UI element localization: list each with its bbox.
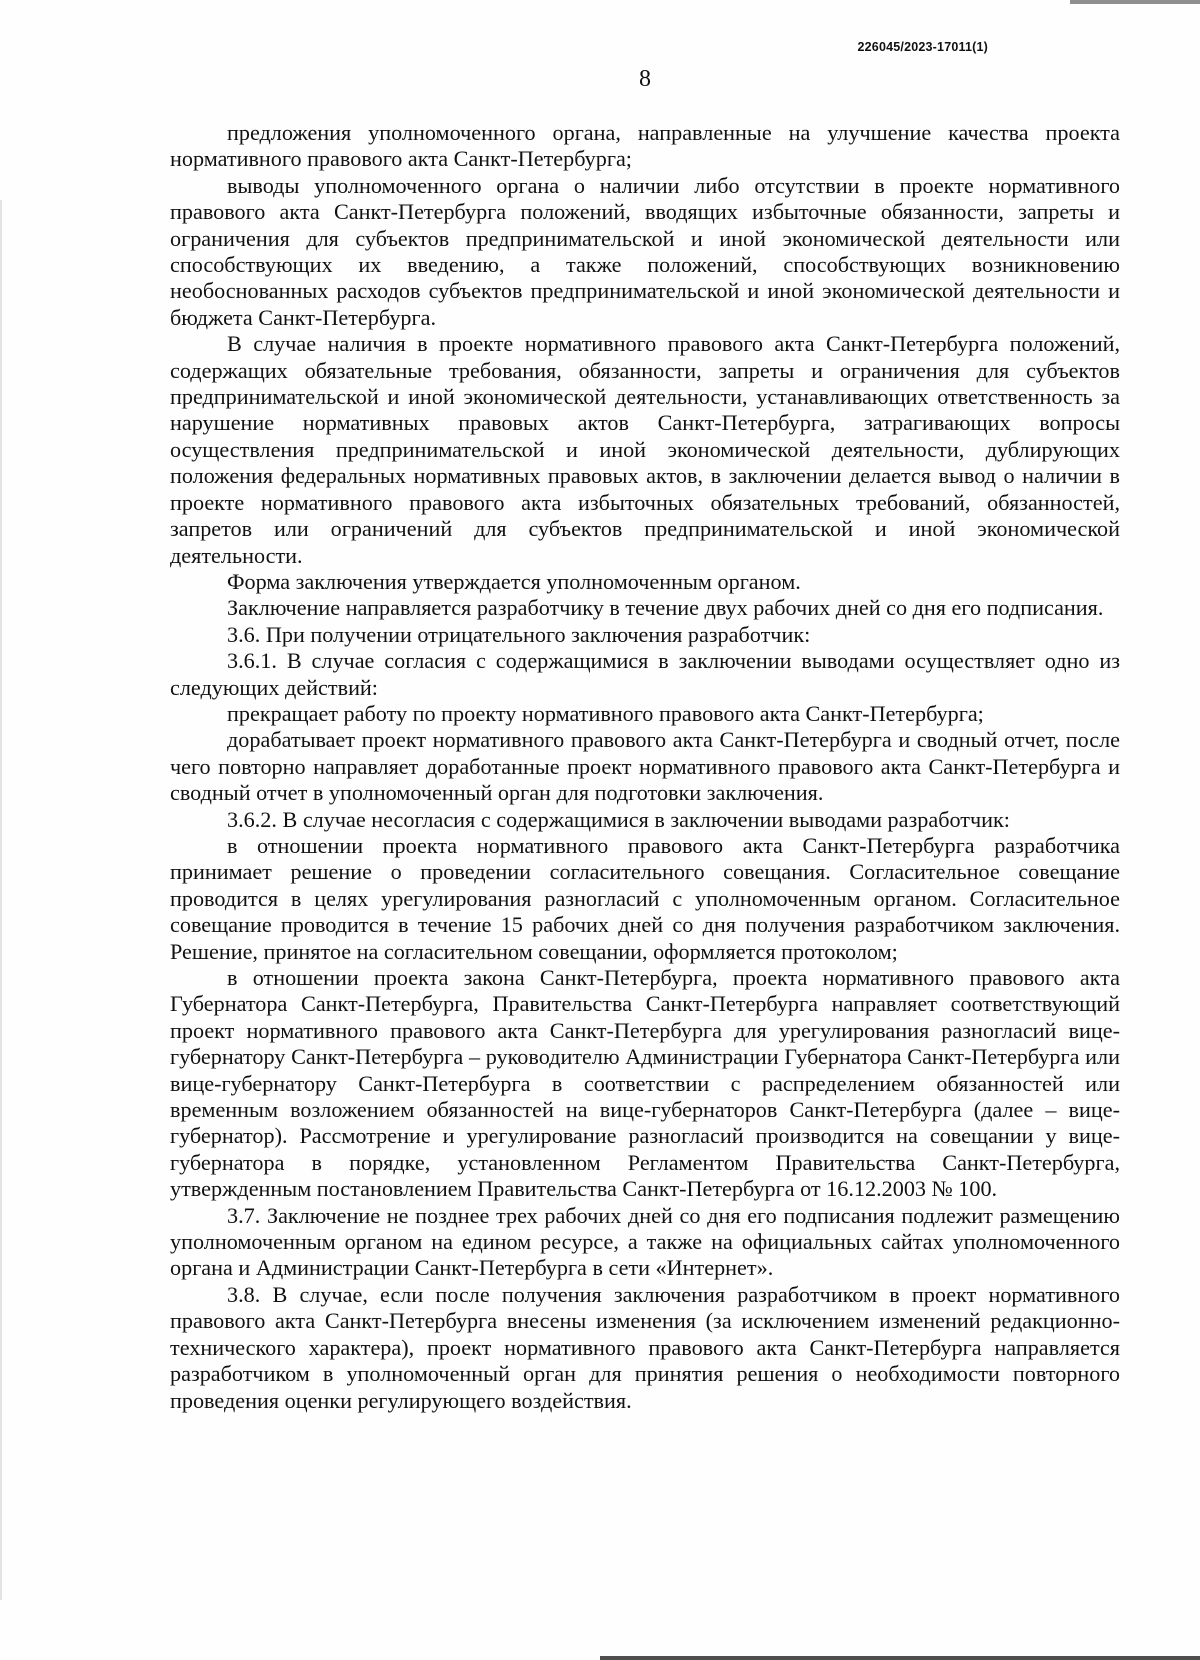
paragraph: 3.6.2. В случае несогласия с содержащимися в заключении выводами разработчик: [227, 806, 1010, 832]
paragraph: В случае наличия в проекте нормативного правового акта Санкт-Петербурга положений, содержащих обязательные требования, обязанности, запреты и ограничения для субъектов предпринимательской и иной экономической деятельности, устанавливающих ответственность за нарушение нормативных правовых актов Санкт-Петербурга, затрагивающих вопросы осуществления предпринимательской и иной экономической деятельности, дублирующих положения федеральных нормативных правовых актов, в заключении делается вывод о наличии в проекте нормативного правового акта избыточных обязательных требований, обязанностей, запретов или ограничений для субъектов предпринимательской и иной экономической деятельности. [170, 331, 1120, 568]
page-number: 8 [639, 66, 651, 92]
paragraph: выводы уполномоченного органа о наличии либо отсутствии в проекте нормативного правового акта Санкт-Петербурга положений, вводящих избыточные обязанности, запреты и ограничения для субъектов предпринимательской и иной экономической деятельности или способствующих их введению, а также положений, способствующих возникновению необоснованных расходов субъектов предпринимательской и иной экономической деятельности и бюджета Санкт-Петербурга. [170, 172, 1120, 330]
paragraph: Заключение направляется разработчику в течение двух рабочих дней со дня его подписания. [227, 595, 1104, 621]
scan-artifact-bottom [600, 1656, 1200, 1660]
paragraph: 3.8. В случае, если после получения заключения разработчиком в проект нормативного правового акта Санкт-Петербурга внесены изменения (за исключением изменений редакционно-технического характера), проект нормативного правового акта Санкт-Петербурга направляется разработчиком в уполномоченный орган для принятия решения о необходимости повторного проведения оценки регулирующего воздействия. [170, 1281, 1120, 1413]
paragraph: в отношении проекта закона Санкт-Петербурга, проекта нормативного правового акта Губернатора Санкт-Петербурга, Правительства Санкт-Петербурга направляет соответствующий проект нормативного правового акта Санкт-Петербурга для урегулирования разногласий вице-губернатору Санкт-Петербурга – руководителю Администрации Губернатора Санкт-Петербурга или вице-губернатору Санкт-Петербурга в соответствии с распределением обязанностей или временным возложением обязанностей на вице-губернаторов Санкт-Петербурга (далее – вице-губернатор). Рассмотрение и урегулирование разногласий производится на совещании у вице-губернатора в порядке, установленном Регламентом Правительства Санкт-Петербурга, утвержденным постановлением Правительства Санкт-Петербурга от 16.12.2003 № 100. [170, 965, 1120, 1202]
paragraph: предложения уполномоченного органа, направленные на улучшение качества проекта нормативного правового акта Санкт-Петербурга; [170, 120, 1120, 172]
paragraph: 3.7. Заключение не позднее трех рабочих дней со дня его подписания подлежит размещению уполномоченным органом на едином ресурсе, а также на официальных сайтах уполномоченного органа и Администрации Санкт-Петербурга в сети «Интернет». [170, 1202, 1120, 1281]
paragraph: в отношении проекта нормативного правового акта Санкт-Петербурга разработчика принимает решение о проведении согласительного совещания. Согласительное совещание проводится в целях урегулирования разногласий с уполномоченным органом. Согласительное совещание проводится в течение 15 рабочих дней со дня получения разработчиком заключения. Решение, принятое на согласительном совещании, оформляется протоколом; [170, 832, 1120, 964]
paragraph: прекращает работу по проекту нормативного правового акта Санкт-Петербурга; [227, 700, 984, 726]
paragraph: 3.6.1. В случае согласия с содержащимися в заключении выводами осуществляет одно из следующих действий: [170, 648, 1120, 700]
paragraph: Форма заключения утверждается уполномоченным органом. [227, 568, 801, 594]
paragraph: 3.6. При получении отрицательного заключения разработчик: [227, 621, 811, 647]
scan-artifact-top [1070, 0, 1200, 4]
document-registration-number: 226045/2023-17011(1) [857, 40, 988, 54]
paragraph: дорабатывает проект нормативного правового акта Санкт-Петербурга и сводный отчет, после чего повторно направляет доработанные проект нормативного правового акта Санкт-Петербурга и сводный отчет в уполномоченный орган для подготовки заключения. [170, 727, 1120, 806]
document-body [170, 120, 1120, 1414]
scan-artifact-left-edge [0, 200, 2, 1600]
